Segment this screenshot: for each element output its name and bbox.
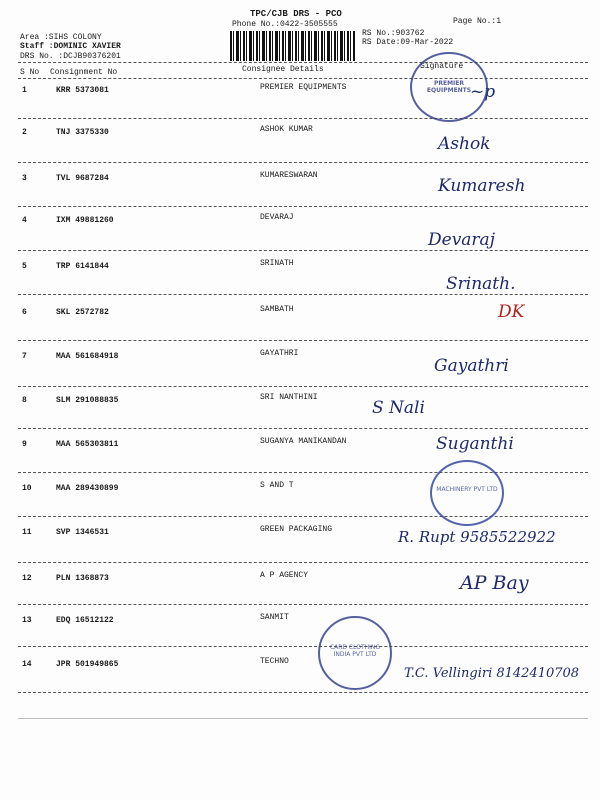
- phone-number: Phone No.:0422-3505555: [232, 20, 338, 29]
- row-consignee: GREEN PACKAGING: [260, 525, 333, 534]
- row-consignee: SUGANYA MANIKANDAN: [260, 437, 347, 446]
- row-sno: 12: [22, 574, 32, 583]
- machinery-stamp-text: MACHINERY PVT LTD: [436, 486, 498, 493]
- row-signature: Devaraj: [428, 230, 495, 250]
- row-divider: [18, 516, 588, 517]
- row-divider: [18, 250, 588, 251]
- column-rule: [18, 78, 588, 79]
- col-consignee: Consignee Details: [242, 65, 324, 74]
- row-signature: T.C. Vellingiri 8142410708: [404, 666, 580, 681]
- table-row: [0, 82, 600, 130]
- row-consignee: GAYATHRI: [260, 349, 299, 358]
- row-divider: [18, 604, 588, 605]
- row-sno: 11: [22, 528, 32, 537]
- row-signature: R. Rupt 9585522922: [398, 528, 556, 546]
- machinery-stamp: [430, 460, 504, 526]
- row-divider: [18, 206, 588, 207]
- row-signature: Srinath.: [446, 274, 516, 294]
- row-sno: 13: [22, 616, 32, 625]
- row-sno: 8: [22, 396, 27, 405]
- row-consignee: SANMIT: [260, 613, 289, 622]
- row-divider: [18, 428, 588, 429]
- row-signature: DK: [498, 302, 525, 322]
- row-consignee: TECHNO: [260, 657, 289, 666]
- drs-number: DRS No. :DCJB90376201: [20, 52, 121, 61]
- premier-stamp-text: PREMIER EQUIPMENTS: [426, 80, 472, 94]
- table-row: [0, 657, 600, 704]
- row-consignee: KUMARESWARAN: [260, 171, 318, 180]
- row-consignment: MAA 565303811: [56, 440, 119, 449]
- staff-label: Staff :DOMINIC XAVIER: [20, 42, 121, 51]
- row-consignment: EDQ 16512122: [56, 616, 114, 625]
- row-divider: [18, 162, 588, 163]
- page-number: Page No.:1: [453, 17, 502, 26]
- row-consignee: PREMIER EQUIPMENTS: [260, 83, 347, 92]
- row-sno: 14: [22, 660, 32, 669]
- table-row: [0, 171, 600, 218]
- row-consignment: SLM 291088835: [56, 396, 119, 405]
- row-consignee: S AND T: [260, 481, 294, 490]
- table-row: [0, 571, 600, 618]
- col-signature: Signature: [420, 62, 464, 71]
- row-consignment: SVP 1346531: [56, 528, 109, 537]
- row-signature: Suganthi: [436, 434, 514, 454]
- row-signature: S Nali: [372, 398, 425, 418]
- row-consignment: TVL 9687284: [56, 174, 109, 183]
- row-divider: [18, 646, 588, 647]
- row-divider: [18, 692, 588, 693]
- row-sno: 5: [22, 262, 27, 271]
- row-sno: 9: [22, 440, 27, 449]
- table-row: [0, 349, 600, 396]
- row-sno: 1: [22, 86, 27, 95]
- rs-date: RS Date:09-Mar-2022: [362, 38, 454, 47]
- row-consignment: TNJ 3375330: [56, 128, 109, 137]
- table-row: [0, 481, 600, 528]
- row-divider: [18, 472, 588, 473]
- table-row: [0, 213, 600, 260]
- row-divider: [18, 294, 588, 295]
- footer-rule: [18, 718, 588, 719]
- row-signature: AP Bay: [460, 572, 529, 594]
- row-sno: 10: [22, 484, 32, 493]
- header-rule: [18, 62, 588, 63]
- table-row: [0, 259, 600, 306]
- row-consignment: SKL 2572782: [56, 308, 109, 317]
- row-consignment: TRP 6141844: [56, 262, 109, 271]
- row-sno: 6: [22, 308, 27, 317]
- card-clothing-stamp: [318, 616, 392, 690]
- premier-stamp: [410, 52, 488, 122]
- row-signature: Gayathri: [434, 356, 509, 376]
- row-signature: Ashok: [438, 134, 491, 154]
- area-label: Area :SIHS COLONY: [20, 33, 102, 42]
- row-consignee: SRINATH: [260, 259, 294, 268]
- row-consignment: IXM 49881260: [56, 216, 114, 225]
- row-consignee: SAMBATH: [260, 305, 294, 314]
- row-sno: 7: [22, 352, 27, 361]
- row-consignee: SRI NANTHINI: [260, 393, 318, 402]
- table-row: [0, 125, 600, 172]
- rs-number: RS No.:903762: [362, 29, 425, 38]
- table-row: [0, 434, 600, 484]
- col-sno: S No: [20, 68, 40, 77]
- row-signature: Kumaresh: [438, 176, 526, 196]
- row-consignee: A P AGENCY: [260, 571, 309, 580]
- row-sno: 4: [22, 216, 27, 225]
- row-consignment: JPR 501949865: [56, 660, 119, 669]
- row-consignment: MAA 561684918: [56, 352, 119, 361]
- col-consignment: Consignment No: [50, 68, 118, 77]
- row-consignee: ASHOK KUMAR: [260, 125, 313, 134]
- barcode: [230, 31, 355, 61]
- table-row: [0, 302, 600, 352]
- card-clothing-stamp-text: CARD CLOTHING INDIA PVT LTD: [329, 644, 381, 658]
- table-row: [0, 613, 600, 660]
- row-divider: [18, 118, 588, 119]
- row-sno: 3: [22, 174, 27, 183]
- row-divider: [18, 340, 588, 341]
- row-divider: [18, 386, 588, 387]
- row-sno: 2: [22, 128, 27, 137]
- row-divider: [18, 562, 588, 563]
- row-signature: ~p: [470, 82, 496, 102]
- row-consignee: DEVARAJ: [260, 213, 294, 222]
- row-consignment: PLN 1368873: [56, 574, 109, 583]
- table-row: [0, 525, 600, 572]
- doc-title: TPC/CJB DRS - PCO: [250, 9, 342, 19]
- row-consignment: MAA 289430899: [56, 484, 119, 493]
- row-consignment: KRR 5373081: [56, 86, 109, 95]
